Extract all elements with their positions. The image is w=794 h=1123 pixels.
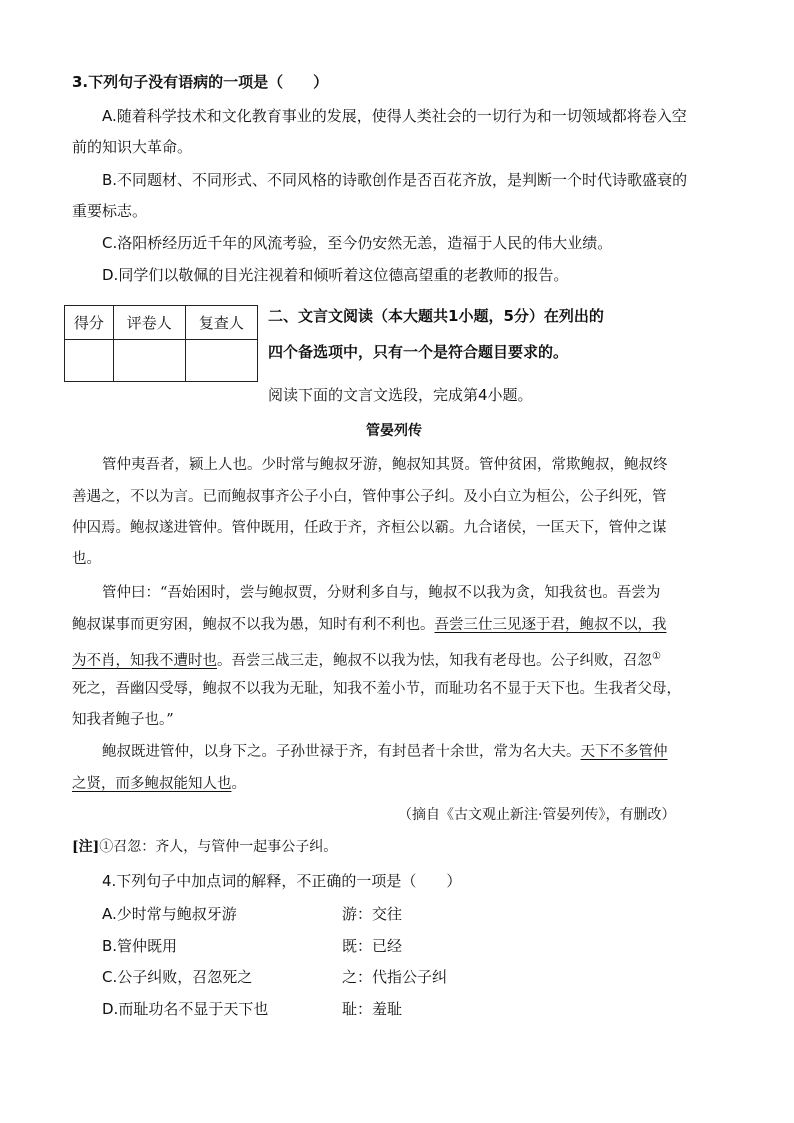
q4-option-a-meaning: 游：交往: [342, 905, 403, 923]
passage-p2-underlined-sentence-part1: 吾尝三仕三见逐于君，鲍叔不以，我: [434, 617, 667, 633]
grader-header: 评卷人: [113, 306, 185, 340]
passage-p2-line2-plain: 鲍叔谋事而更穷困，鲍叔不以我为愚，知时有利不利也。: [72, 617, 435, 633]
passage-p1-line3: 仲囚焉。鲍叔遂进管仲。管仲既用，任政于齐，齐桓公以霸。九合诸侯，一匡天下，管仲之谋: [72, 520, 667, 536]
passage-p3-underlined-sentence-part2: 之贤，而多鲍叔能知人也: [72, 776, 232, 792]
passage-p3-underlined-sentence-part1: 天下不多管仲: [580, 744, 668, 760]
q3-option-a-line2: 前的知识大革命。: [72, 138, 193, 156]
question-4-title: 4.下列句子中加点词的解释，不正确的一项是（ ）: [102, 872, 462, 890]
passage-p2-line2: [72, 615, 667, 635]
passage-p2-line5: 知我者鲍子也。”: [72, 712, 174, 728]
q3-option-a-line1: A.随着科学技术和文化教育事业的发展，使得人类社会的一切行为和一切领域都将卷入空: [102, 107, 687, 125]
section-2-title-line2: 四个备选项中，只有一个是符合题目要求的。: [268, 343, 569, 361]
q4-option-c-sentence: C.公子纠败，召忽死之: [102, 968, 253, 986]
passage-p3-line1-plain: 鲍叔既进管仲，以身下之。子孙世禄于齐，有封邑者十余世，常为名大夫。: [102, 744, 581, 760]
passage-p2-line3-plain: 。吾尝三战三走，鲍叔不以我为怯，知我有老母也。公子纠败，召忽: [217, 652, 652, 669]
footnote-marker: ①: [652, 651, 661, 662]
score-header: 得分: [65, 306, 114, 340]
passage-p2-underlined-sentence-part2: 为不肖，知我不遭时也: [72, 652, 217, 669]
q3-option-d: D.同学们以敬佩的目光注视着和倾听着这位德高望重的老教师的报告。: [102, 266, 569, 284]
passage-p3-line2-plain: 。: [231, 776, 246, 792]
q4-option-d-sentence: D.而耻功名不显于天下也: [102, 1000, 269, 1018]
footnote-label: [注]: [72, 839, 100, 855]
passage-p3-line1: [102, 742, 668, 762]
q4-option-b-meaning: 既：已经: [342, 937, 403, 955]
q4-option-d-meaning: 耻：羞耻: [342, 1000, 403, 1018]
passage-p1-line2: 善遇之，不以为言。已而鲍叔事齐公子小白，管仲事公子纠。及小白立为桓公，公子纠死，管: [72, 489, 667, 505]
grader-cell: [113, 340, 185, 382]
section-2-title-line1: 二、文言文阅读（本大题共1小题，5分）在列出的: [268, 307, 604, 325]
passage-p2-line1: 管仲曰：“吾始困时，尝与鲍叔贾，分财利多自与，鲍叔不以我为贪，知我贫也。吾尝为: [102, 585, 661, 601]
q3-option-b-line1: B.不同题材、不同形式、不同风格的诗歌创作是否百花齐放，是判断一个时代诗歌盛衰的: [102, 171, 688, 189]
passage-title: 管晏列传: [366, 423, 422, 439]
passage-p2-line3: [72, 647, 661, 671]
passage-p3-line2: [72, 774, 246, 794]
q4-option-b-sentence: B.管仲既用: [102, 937, 178, 955]
question-3-title: 3.下列句子没有语病的一项是（ ）: [72, 73, 329, 91]
q3-option-b-line2: 重要标志。: [72, 202, 148, 220]
score-cell: [65, 340, 114, 382]
footnote: [72, 837, 337, 857]
passage-p1-line4: 也。: [72, 551, 101, 567]
score-table: [64, 305, 258, 382]
footnote-text: ①召忽：齐人，与管仲一起事公子纠。: [99, 839, 338, 855]
q4-option-c-meaning: 之：代指公子纠: [342, 968, 448, 986]
passage-source: （摘自《古文观止新注·管晏列传》，有删改）: [398, 807, 676, 823]
reviewer-header: 复查人: [185, 306, 257, 340]
passage-p1-line1: 管仲夷吾者，颍上人也。少时常与鲍叔牙游，鲍叔知其贤。管仲贫困，常欺鲍叔，鲍叔终: [102, 457, 668, 473]
reviewer-cell: [185, 340, 257, 382]
section-2-instruction: 阅读下面的文言文选段，完成第4小题。: [268, 386, 533, 404]
q4-option-a-sentence: A.少时常与鲍叔牙游: [102, 905, 237, 923]
q3-option-c: C.洛阳桥经历近千年的风流考验，至今仍安然无恙，造福于人民的伟大业绩。: [102, 234, 613, 252]
passage-p2-line4: 死之，吾幽囚受辱，鲍叔不以我为无耻，知我不羞小节，而耻功名不显于天下也。生我者父母，: [72, 681, 681, 697]
